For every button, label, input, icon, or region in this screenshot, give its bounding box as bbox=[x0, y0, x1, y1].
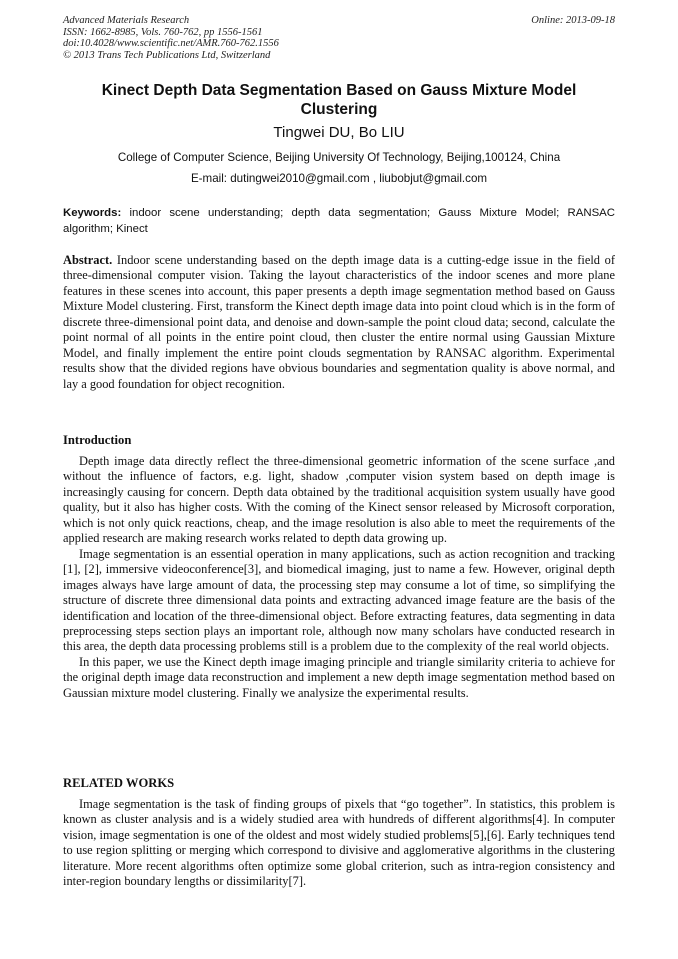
issn-line: ISSN: 1662-8985, Vols. 760-762, pp 1556-1561 bbox=[63, 26, 263, 38]
author-list: Tingwei DU, Bo LIU bbox=[273, 124, 405, 141]
introduction-paragraph: Depth image data directly reflect the three-dimensional geometric information of the scene surface ,and without the influence of factors, e.g. light, shadow ,computer vision system based on depth image is increasingly causing for concern. Depth data obtained by the traditional acquisition system usually have good quality, but it also has higher costs. With the coming of the Kinect sensor released by Microsoft corporation, which is not only quick reactions, cheap, and the image resolution is also able to meet the requirements of the applied research are making research works related to depth data growing up. bbox=[63, 454, 615, 546]
author-emails: E-mail: dutingwei2010@gmail.com , liubobjut@gmail.com bbox=[190, 172, 488, 185]
abstract-block bbox=[63, 253, 615, 392]
related-works-body bbox=[63, 797, 615, 890]
paper-title: Kinect Depth Data Segmentation Based on Gauss Mixture Model Clustering bbox=[101, 82, 577, 118]
doi-line: doi:10.4028/www.scientific.net/AMR.760-762.1556 bbox=[63, 38, 279, 50]
introduction-paragraph: In this paper, we use the Kinect depth image imaging principle and triangle similarity criteria to achieve for the original depth image data reconstruction and implement a new depth image segmentation method based on Gaussian mixture model clustering. Finally we analysize the experimental results. bbox=[63, 654, 615, 700]
journal-name: Advanced Materials Research bbox=[63, 15, 190, 26]
introduction-heading: Introduction bbox=[63, 433, 132, 447]
related-works-paragraph: Image segmentation is the task of finding groups of pixels that “go together”. In statistics, this problem is known as cluster analysis and is a widely studied area with hundreds of different algorithms[4]. In computer vision, image segmentation is one of the oldest and most widely studied problems[5],[6]. Early techniques tend to use region splitting or merging which correspond to divisive and agglomerative algorithms in the clustering literature. More recent algorithms often optimize some global criterion, such as intra-region consistency and inter-region boundary lengths or dissimilarity[7]. bbox=[63, 797, 615, 889]
related-works-heading: RELATED WORKS bbox=[63, 776, 175, 790]
affiliation: College of Computer Science, Beijing University Of Technology, Beijing,100124, China bbox=[117, 151, 561, 164]
introduction-body bbox=[63, 454, 615, 701]
keywords-text: indoor scene understanding; depth data segmentation; Gauss Mixture Model; RANSAC algorithm; Kinect bbox=[63, 207, 615, 235]
abstract-text: Indoor scene understanding based on the depth image data is a cutting-edge issue in the field of three-dimensional computer vision. Taking the layout characteristics of the indoor scenes and more plane features in these scenes into account, this paper presents a depth image segmentation method based on Gauss Mixture Model clustering. First, transform the Kinect depth image data into point cloud which is in the form of discrete three-dimensional point data, and denoise and down-sample the point cloud data; second, calculate the point normal of all points in the entire point cloud, then cluster the entire normal using Gaussian Mixture Model, and finally implement the entire point clouds segmentation by RANSAC algorithm. Experimental results show that the divided regions have obvious boundaries and segmentation quality is above normal, and lay a good foundation for object recognition. bbox=[63, 253, 615, 391]
online-date: Online: 2013-09-18 bbox=[531, 15, 615, 26]
abstract-label: Abstract. bbox=[63, 253, 113, 267]
journal-header bbox=[63, 15, 279, 61]
introduction-paragraph: Image segmentation is an essential operation in many applications, such as action recognition and tracking [1], [2], immersive videoconference[3], and biomedical imaging, just to name a few. However, original depth images always have large amount of data, the processing step may consume a lot of time, so simplifying the structure of discrete three dimensional data points and extracting advanced image feature are the basis of the identification and location of the three-dimensional object. Before extracting features, data segmenting in data preprocessing steps section plays an important role, although now many scholars have conducted research in this area, the depth data processing problems still is a problem due to the complexity of the real world objects. bbox=[63, 546, 615, 654]
keywords-label: Keywords: bbox=[63, 207, 122, 219]
keywords-block bbox=[63, 206, 615, 237]
copyright-line: © 2013 Trans Tech Publications Ltd, Switzerland bbox=[63, 49, 271, 61]
